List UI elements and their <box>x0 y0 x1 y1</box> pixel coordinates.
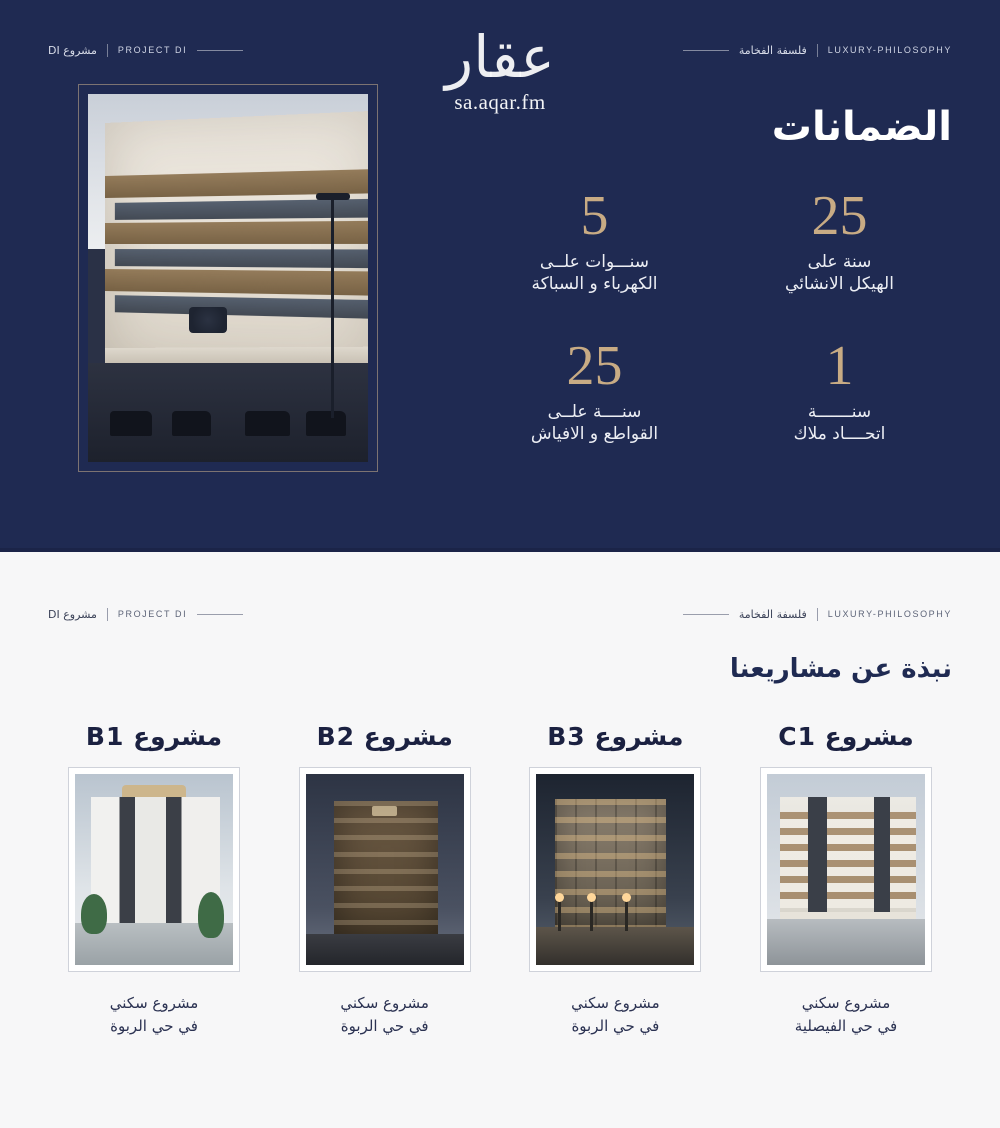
header-right-ar: فلسفة الفخامة <box>738 43 807 57</box>
guarantee-item <box>482 185 707 294</box>
header-left-bottom <box>48 604 243 624</box>
building-illustration <box>767 774 925 965</box>
building-illustration <box>88 94 368 462</box>
parked-car <box>245 411 290 437</box>
building-signage <box>189 307 227 333</box>
guarantee-label-line2: اتحــــاد ملاك <box>793 424 886 444</box>
guarantee-number: 5 <box>580 185 609 247</box>
header-right-en: LUXURY-PHILOSOPHY <box>827 45 952 55</box>
building-illustration <box>306 774 464 965</box>
street-lamp <box>590 897 593 931</box>
project-caption-line1: مشروع سكني <box>340 994 429 1012</box>
project-image-frame <box>760 767 932 972</box>
dark-column <box>874 797 890 919</box>
project-title: مشروع C1 <box>778 722 914 751</box>
ground-plaza <box>536 927 694 965</box>
project-title: مشروع B3 <box>547 722 684 751</box>
guarantee-number: 25 <box>566 335 623 397</box>
hero-building-photo <box>88 94 368 462</box>
guarantee-item <box>482 335 707 444</box>
building-illustration <box>536 774 694 965</box>
projects-list <box>48 722 952 1039</box>
street-lamp <box>331 197 334 418</box>
project-caption-line1: مشروع سكني <box>109 994 199 1012</box>
guarantee-number: 1 <box>825 335 854 397</box>
header-left-ar: مشروع DI <box>48 43 97 57</box>
header-left-en: PROJECT DI <box>117 609 188 619</box>
rule-line <box>683 50 729 51</box>
project-title: مشروع B1 <box>85 722 223 751</box>
project-caption-line2: في حي الربوة <box>571 1017 660 1036</box>
guarantee-item <box>727 335 952 444</box>
project-caption <box>279 992 491 1039</box>
project-photo <box>75 774 233 965</box>
watermark-arabic: عقار <box>445 23 555 91</box>
project-photo <box>767 774 925 965</box>
project-caption <box>48 992 260 1039</box>
guarantee-label-line1: سنــــة علــى <box>547 402 642 422</box>
building-illustration <box>75 774 233 965</box>
header-right-top <box>683 40 952 60</box>
tree <box>198 892 224 938</box>
guarantee-label-line1: سنـــوات علــى <box>539 252 650 272</box>
project-card-c1[interactable] <box>740 722 952 1039</box>
wood-louvers <box>780 812 916 908</box>
ground-plaza <box>767 919 925 965</box>
rule-line <box>197 614 243 615</box>
header-divider <box>817 608 818 621</box>
header-right-ar: فلسفة الفخامة <box>738 607 807 621</box>
window-grid <box>555 799 666 927</box>
hero-image-frame <box>78 84 378 472</box>
project-card-b2[interactable] <box>279 722 491 1039</box>
guarantees-panel <box>0 0 1000 552</box>
parked-car <box>306 411 345 437</box>
street-lamp <box>558 897 561 931</box>
project-caption-line2: في حي الربوة <box>110 1017 198 1036</box>
header-left-top <box>48 40 243 60</box>
header-right-en: LUXURY-PHILOSOPHY <box>827 609 952 619</box>
project-caption-line1: مشروع سكني <box>571 994 660 1012</box>
project-photo <box>306 774 464 965</box>
guarantee-label-line2: القواطع و الافياش <box>530 424 659 444</box>
header-divider <box>107 608 108 621</box>
project-caption-line2: في حي الفيصلية <box>794 1017 898 1036</box>
rule-line <box>197 50 243 51</box>
facade <box>105 111 368 379</box>
parked-car <box>110 411 152 437</box>
header-left-ar: مشروع DI <box>48 607 97 621</box>
dark-column <box>808 797 827 919</box>
project-caption-line1: مشروع سكني <box>801 994 891 1012</box>
header-divider <box>817 44 818 57</box>
page-title-guarantees: الضمانات <box>771 104 952 150</box>
facade-glass <box>115 250 368 269</box>
building-signage <box>372 806 397 816</box>
page-title-projects: نبذة عن مشاريعنا <box>729 654 952 684</box>
projects-panel <box>0 552 1000 1128</box>
guarantee-label-line1: سنـــــــة <box>807 402 872 422</box>
project-caption <box>509 992 721 1039</box>
guarantee-label-line1: سنة على <box>807 252 872 272</box>
watermark-domain: sa.aqar.fm <box>454 90 546 114</box>
project-photo <box>536 774 694 965</box>
guarantee-number: 25 <box>811 185 868 247</box>
rule-line <box>683 614 729 615</box>
window-grid <box>334 801 438 935</box>
facade-glass <box>115 296 368 320</box>
guarantee-item <box>727 185 952 294</box>
project-image-frame <box>68 767 240 972</box>
header-right-bottom <box>683 604 952 624</box>
header-divider <box>107 44 108 57</box>
project-image-frame <box>299 767 471 972</box>
header-left-en: PROJECT DI <box>117 45 188 55</box>
street-lamp <box>625 897 628 931</box>
project-caption <box>740 992 952 1039</box>
guarantees-grid <box>482 185 952 444</box>
project-image-frame <box>529 767 701 972</box>
project-card-b3[interactable] <box>509 722 721 1039</box>
ground-plaza <box>306 934 464 965</box>
facade-band <box>105 221 368 245</box>
guarantee-label-line2: الهيكل الانشائي <box>785 274 894 294</box>
facade-glass <box>115 199 368 220</box>
tree <box>81 894 107 934</box>
aqar-watermark <box>445 23 555 115</box>
project-title: مشروع B2 <box>316 722 453 751</box>
parked-car <box>172 411 211 437</box>
project-card-b1[interactable] <box>48 722 260 1039</box>
guarantee-label-line2: الكهرباء و السباكة <box>531 274 658 294</box>
facade-band <box>105 269 368 296</box>
project-caption-line2: في حي الربوة <box>340 1017 429 1036</box>
